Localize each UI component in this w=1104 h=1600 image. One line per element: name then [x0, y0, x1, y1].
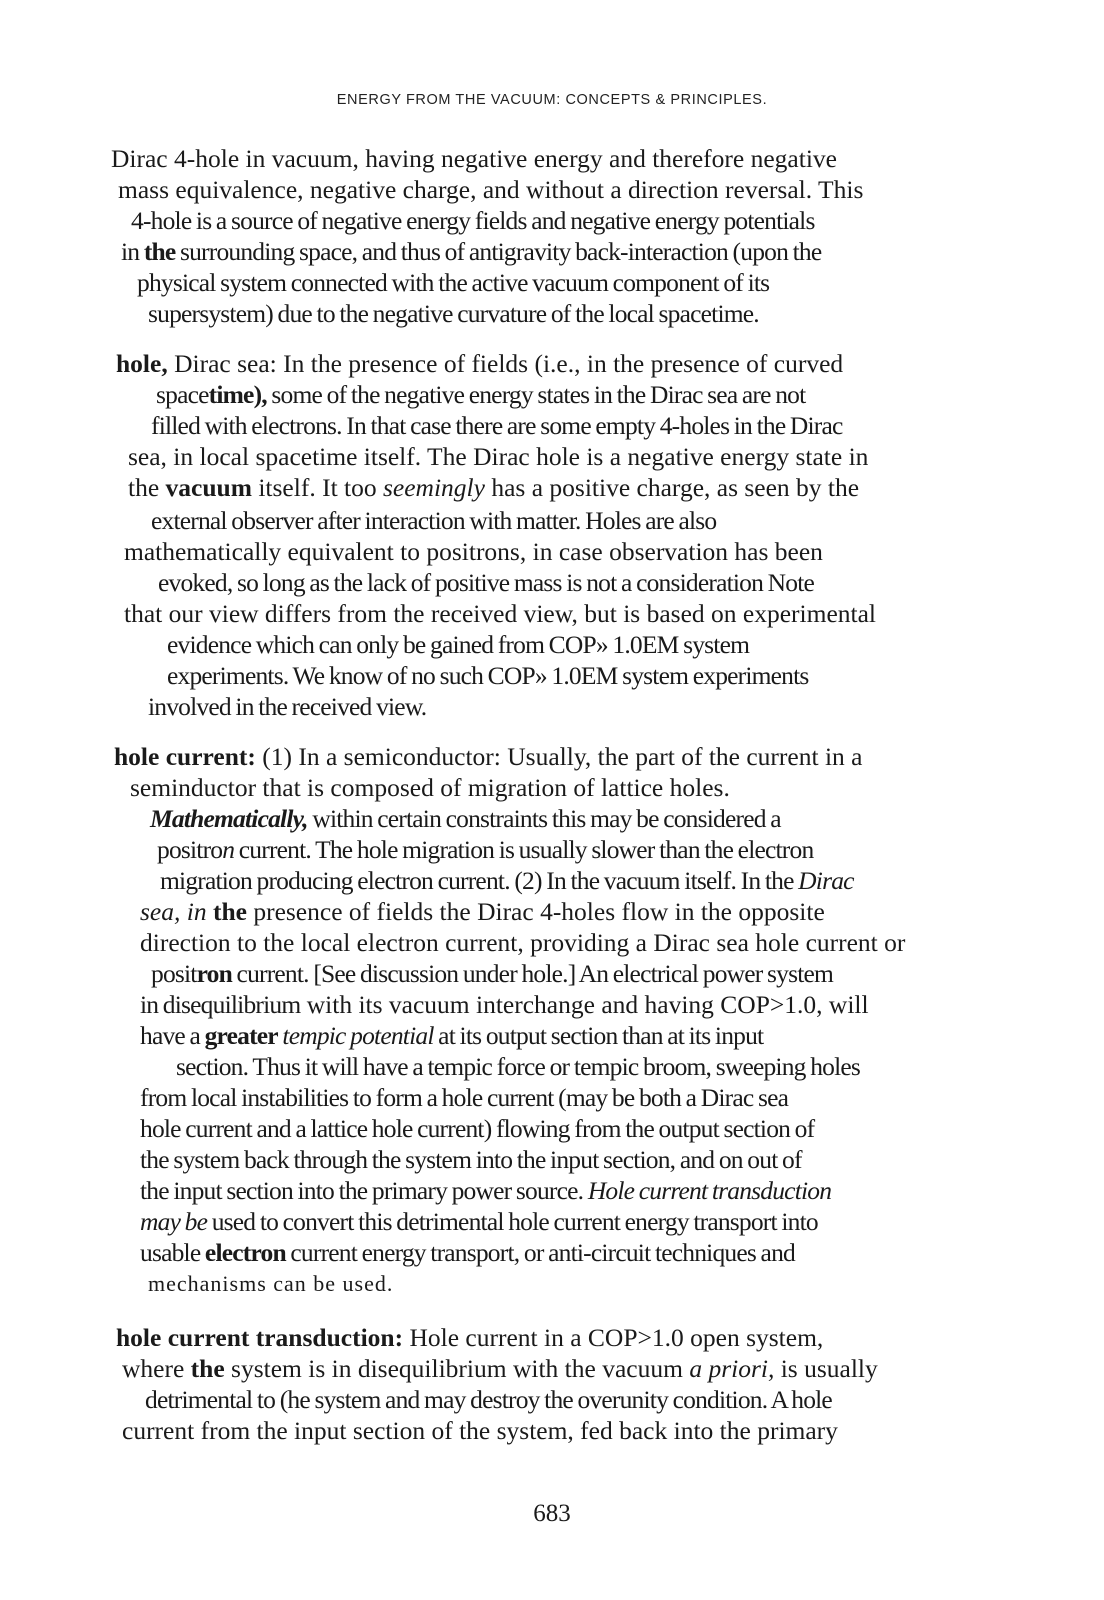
page-number: 683	[533, 1500, 571, 1527]
text-line: detrimental to (he system and may destroy the overunity condition. A hole	[145, 1385, 832, 1414]
entry-term: hole current:	[114, 742, 256, 771]
text-line: evoked, so long as the lack of positive mass is not a consideration Note	[158, 568, 815, 597]
text-line: experiments. We know of no such COP» 1.0EM system experiments	[167, 661, 809, 690]
text-line: have a greater tempic potential at its output section than at its input	[140, 1021, 764, 1050]
text-line: current from the input section of the system, fed back into the primary	[122, 1416, 838, 1445]
text-line: sea, in local spacetime itself. The Dirac hole is a negative energy state in	[128, 442, 869, 471]
text-line: hole, Dirac sea: In the presence of fields (i.e., in the presence of curved	[116, 349, 844, 378]
text-line: mass equivalence, negative charge, and without a direction reversal. This	[118, 175, 864, 204]
entry-term: hole,	[116, 349, 168, 378]
text-line: positron current. [See discussion under hole.] An electrical power system	[151, 959, 834, 988]
text-line: direction to the local electron current, providing a Dirac sea hole current or	[140, 928, 906, 957]
text-line: in disequilibrium with its vacuum interchange and having COP>1.0, will	[140, 990, 869, 1019]
text-line: hole current and a lattice hole current) flowing from the output section of	[140, 1114, 815, 1143]
text-line: Mathematically, within certain constraints this may be considered a	[150, 804, 781, 833]
text-line: that our view differs from the received view, but is based on experimental	[124, 599, 877, 628]
text-line: involved in the received view.	[148, 692, 427, 721]
text-line: hole current transduction: Hole current in a COP>1.0 open system,	[116, 1323, 824, 1352]
entry-term: hole current transduction:	[116, 1323, 404, 1352]
text-line: physical system connected with the active vacuum component of its	[137, 268, 770, 297]
text-line: the input section into the primary power source. Hole current transduction	[140, 1176, 832, 1205]
text-line: may be used to convert this detrimental hole current energy transport into	[140, 1207, 818, 1236]
running-header: ENERGY FROM THE VACUUM: CONCEPTS & PRINCIPLES.	[336, 92, 768, 108]
text-line: where the system is in disequilibrium with the vacuum a priori, is usually	[122, 1354, 878, 1383]
text-line: the vacuum itself. It too seemingly has a positive charge, as seen by the	[128, 473, 860, 502]
text-line: 4-hole is a source of negative energy fields and negative energy potentials	[131, 206, 815, 235]
text-line: filled with electrons. In that case there are some empty 4-holes in the Dirac	[151, 411, 843, 440]
text-line: in the surrounding space, and thus of antigravity back-interaction (upon the	[121, 237, 822, 266]
text-line: spacetime), some of the negative energy states in the Dirac sea are not	[156, 380, 806, 409]
text-line: seminductor that is composed of migration of lattice holes.	[130, 773, 730, 802]
text-line: evidence which can only be gained from COP» 1.0EM system	[167, 630, 750, 659]
text-line: Dirac 4-hole in vacuum, having negative energy and therefore negative	[111, 144, 837, 173]
text-line: sea, in the presence of fields the Dirac 4-holes flow in the opposite	[140, 897, 825, 926]
text-line: supersystem) due to the negative curvature of the local spacetime.	[148, 299, 759, 328]
text-line: hole current: (1) In a semiconductor: Usually, the part of the current in a	[114, 742, 863, 771]
text-line: mechanisms can be used.	[148, 1271, 394, 1296]
text-line: migration producing electron current. (2) In the vacuum itself. In the Dirac	[160, 866, 854, 895]
text-line: usable electron current energy transport, or anti-circuit techniques and	[140, 1238, 795, 1267]
text-line: the system back through the system into the input section, and on out of	[140, 1145, 802, 1174]
text-line: mathematically equivalent to positrons, in case observation has been	[124, 537, 823, 566]
text-line: from local instabilities to form a hole current (may be both a Dirac sea	[140, 1083, 789, 1112]
text-line: section. Thus it will have a tempic force or tempic broom, sweeping holes	[176, 1052, 861, 1081]
text-line: external observer after interaction with matter. Holes are also	[151, 506, 717, 535]
text-line: positron current. The hole migration is usually slower than the electron	[157, 835, 814, 864]
